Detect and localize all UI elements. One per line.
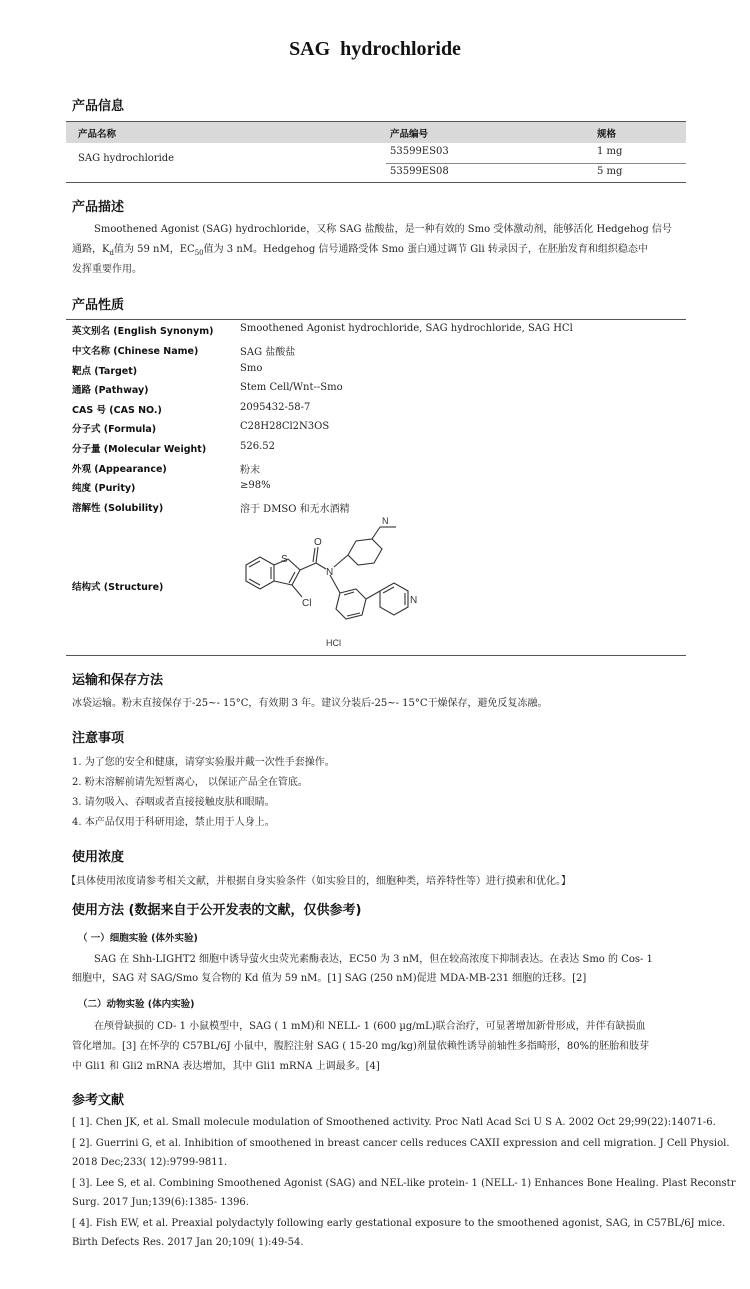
section-heading-properties: 产品性质 xyxy=(72,298,125,313)
info-code-1: 53599ES03 xyxy=(390,146,449,157)
description-seg-c: 值为 3 nM。Hedgehog 信号通路受体 Smo 蛋白通过调节 Gli 转录因子，在胚胎发育和组织稳态中 xyxy=(203,244,648,255)
prop-label-mw: 分子量 (Molecular Weight) xyxy=(72,444,207,455)
col-header-name: 产品名称 xyxy=(78,129,117,140)
info-table-header xyxy=(66,121,686,143)
prop-value-formula: C28H28Cl2N3OS xyxy=(240,421,330,432)
info-size-2: 5 mg xyxy=(597,166,623,177)
note-item-2: 2. 粉末溶解前请先短暂离心， 以保证产品全在管底。 xyxy=(72,777,308,788)
prop-value-solubility: 溶于 DMSO 和无水酒精 xyxy=(240,504,350,515)
prop-label-chinese-name: 中文名称 (Chinese Name) xyxy=(72,346,199,357)
usage-invivo-line-2: 管化增加。[3] 在怀孕的 C57BL/6J 小鼠中，腹腔注射 SAG ( 15-20 mg/kg)剂量依赖性诱导前轴性多指畸形，80%的胚胎和肢芽 xyxy=(72,1041,650,1052)
prop-value-appearance: 粉末 xyxy=(240,465,260,476)
section-heading-references: 参考文献 xyxy=(72,1093,125,1108)
description-line-2 xyxy=(72,240,648,263)
reference-3-cont: Surg. 2017 Jun;139(6):1385- 1396. xyxy=(72,1197,249,1208)
properties-top-rule xyxy=(66,319,686,320)
structure-atom-n: N xyxy=(326,567,334,578)
prop-label-pathway: 通路 (Pathway) xyxy=(72,385,149,396)
description-sub-d: d xyxy=(109,249,114,257)
prop-label-structure: 结构式 (Structure) xyxy=(72,582,164,593)
structure-atom-n-pyridine: N xyxy=(410,595,418,606)
section-heading-product-info: 产品信息 xyxy=(72,99,125,114)
prop-label-appearance: 外观 (Appearance) xyxy=(72,464,167,475)
prop-label-cas: CAS 号 (CAS NO.) xyxy=(72,405,162,416)
reference-4: [ 4]. Fish EW, et al. Preaxial polydactyly following early gestational exposure to the smoothened agonist, SAG, in C57BL/6J mice. xyxy=(72,1218,726,1229)
info-row-divider xyxy=(386,163,686,164)
note-item-1: 1. 为了您的安全和健康，请穿实验服并戴一次性手套操作。 xyxy=(72,757,335,768)
storage-text: 冰袋运输。粉末直接保存于-25~- 15°C，有效期 3 年。建议分装后-25~- 15°C干燥保存，避免反复冻融。 xyxy=(72,698,548,709)
prop-label-purity: 纯度 (Purity) xyxy=(72,483,136,494)
structure-atom-o: O xyxy=(314,537,322,548)
structure-atom-cl: Cl xyxy=(302,598,312,609)
properties-bottom-rule xyxy=(66,655,686,656)
page-title: SAG hydrochloride xyxy=(289,38,461,60)
reference-2-cont: 2018 Dec;233( 12):9799-9811. xyxy=(72,1157,228,1168)
col-header-size: 规格 xyxy=(597,129,617,140)
description-line-3: 发挥重要作用。 xyxy=(72,264,142,275)
section-heading-usage: 使用方法 (数据来自于公开发表的文献，仅供参考) xyxy=(72,903,362,918)
col-header-code: 产品编号 xyxy=(390,129,429,140)
section-heading-description: 产品描述 xyxy=(72,200,125,215)
prop-value-purity: ≥98% xyxy=(240,480,271,491)
usage-invivo-heading: （二）动物实验 (体内实验) xyxy=(78,999,195,1010)
info-table-bottom-rule xyxy=(66,182,686,183)
prop-value-cas: 2095432-58-7 xyxy=(240,402,311,413)
prop-label-solubility: 溶解性 (Solubility) xyxy=(72,503,164,514)
prop-value-pathway: Stem Cell/Wnt--Smo xyxy=(240,382,343,393)
section-heading-storage: 运输和保存方法 xyxy=(72,673,164,688)
prop-label-synonym: 英文别名 (English Synonym) xyxy=(72,326,214,337)
usage-invivo-line-3: 中 Gli1 和 Gli2 mRNA 表达增加，其中 Gli1 mRNA 上调最多。[4] xyxy=(72,1061,380,1072)
reference-1: [ 1]. Chen JK, et al. Small molecule modulation of Smoothened activity. Proc Natl Acad Sci U S A. 2002 Oct 29;99(22):14071-6. xyxy=(72,1117,716,1128)
usage-invitro-line-2: 细胞中，SAG 对 SAG/Smo 复合物的 Kd 值为 59 nM。[1] SAG (250 nM)促进 MDA-MB-231 细胞的迁移。[2] xyxy=(72,973,587,984)
usage-invivo-line-1: 在颅骨缺损的 CD- 1 小鼠模型中，SAG ( 1 mM)和 NELL- 1 (600 µg/mL)联合治疗，可显著增加新骨形成，并伴有缺损血 xyxy=(94,1021,646,1032)
description-seg-a: 通路，K xyxy=(72,244,110,255)
prop-value-mw: 526.52 xyxy=(240,441,275,452)
concentration-text: 【具体使用浓度请参考相关文献，并根据自身实验条件（如实验目的，细胞种类，培养特性等）进行摸索和优化。】 xyxy=(66,876,571,887)
prop-label-formula: 分子式 (Formula) xyxy=(72,424,157,435)
description-seg-b: 值为 59 nM，EC xyxy=(113,244,195,255)
info-product-name: SAG hydrochloride xyxy=(78,153,175,164)
note-item-4: 4. 本产品仅用于科研用途，禁止用于人身上。 xyxy=(72,817,275,828)
reference-3: [ 3]. Lee S, et al. Combining Smoothened Agonist (SAG) and NEL-like protein- 1 (NELL- 1) Enhances Bone Healing. Plast Reconstr xyxy=(72,1178,736,1189)
info-code-2: 53599ES08 xyxy=(390,166,449,177)
chemical-structure-image xyxy=(230,515,450,650)
prop-value-target: Smo xyxy=(240,363,263,374)
reference-4-cont: Birth Defects Res. 2017 Jan 20;109( 1):49-54. xyxy=(72,1237,304,1248)
prop-label-target: 靶点 (Target) xyxy=(72,366,138,377)
section-heading-concentration: 使用浓度 xyxy=(72,850,125,865)
note-item-3: 3. 请勿吸入、吞咽或者直接接触皮肤和眼睛。 xyxy=(72,797,275,808)
section-heading-notes: 注意事项 xyxy=(72,731,125,746)
structure-hcl: HCl xyxy=(326,638,341,648)
prop-value-chinese-name: SAG 盐酸盐 xyxy=(240,347,296,358)
description-line-1: Smoothened Agonist (SAG) hydrochloride，又称 SAG 盐酸盐，是一种有效的 Smo 受体激动剂，能够活化 Hedgehog 信号 xyxy=(94,224,672,235)
info-size-1: 1 mg xyxy=(597,146,623,157)
structure-atom-nh: N xyxy=(382,516,389,526)
description-sub-50: 50 xyxy=(194,249,204,257)
prop-value-synonym: Smoothened Agonist hydrochloride, SAG hydrochloride, SAG HCl xyxy=(240,323,573,334)
usage-invitro-line-1: SAG 在 Shh-LIGHT2 细胞中诱导萤火虫荧光素酶表达，EC50 为 3 nM，但在较高浓度下抑制表达。在表达 Smo 的 Cos- 1 xyxy=(94,954,653,965)
reference-2: [ 2]. Guerrini G, et al. Inhibition of smoothened in breast cancer cells reduces CAXII expression and cell migration. J Cell Physiol. xyxy=(72,1138,730,1149)
structure-atom-s: S xyxy=(281,554,288,565)
usage-invitro-heading: （ 一）细胞实验 (体外实验) xyxy=(78,933,198,944)
